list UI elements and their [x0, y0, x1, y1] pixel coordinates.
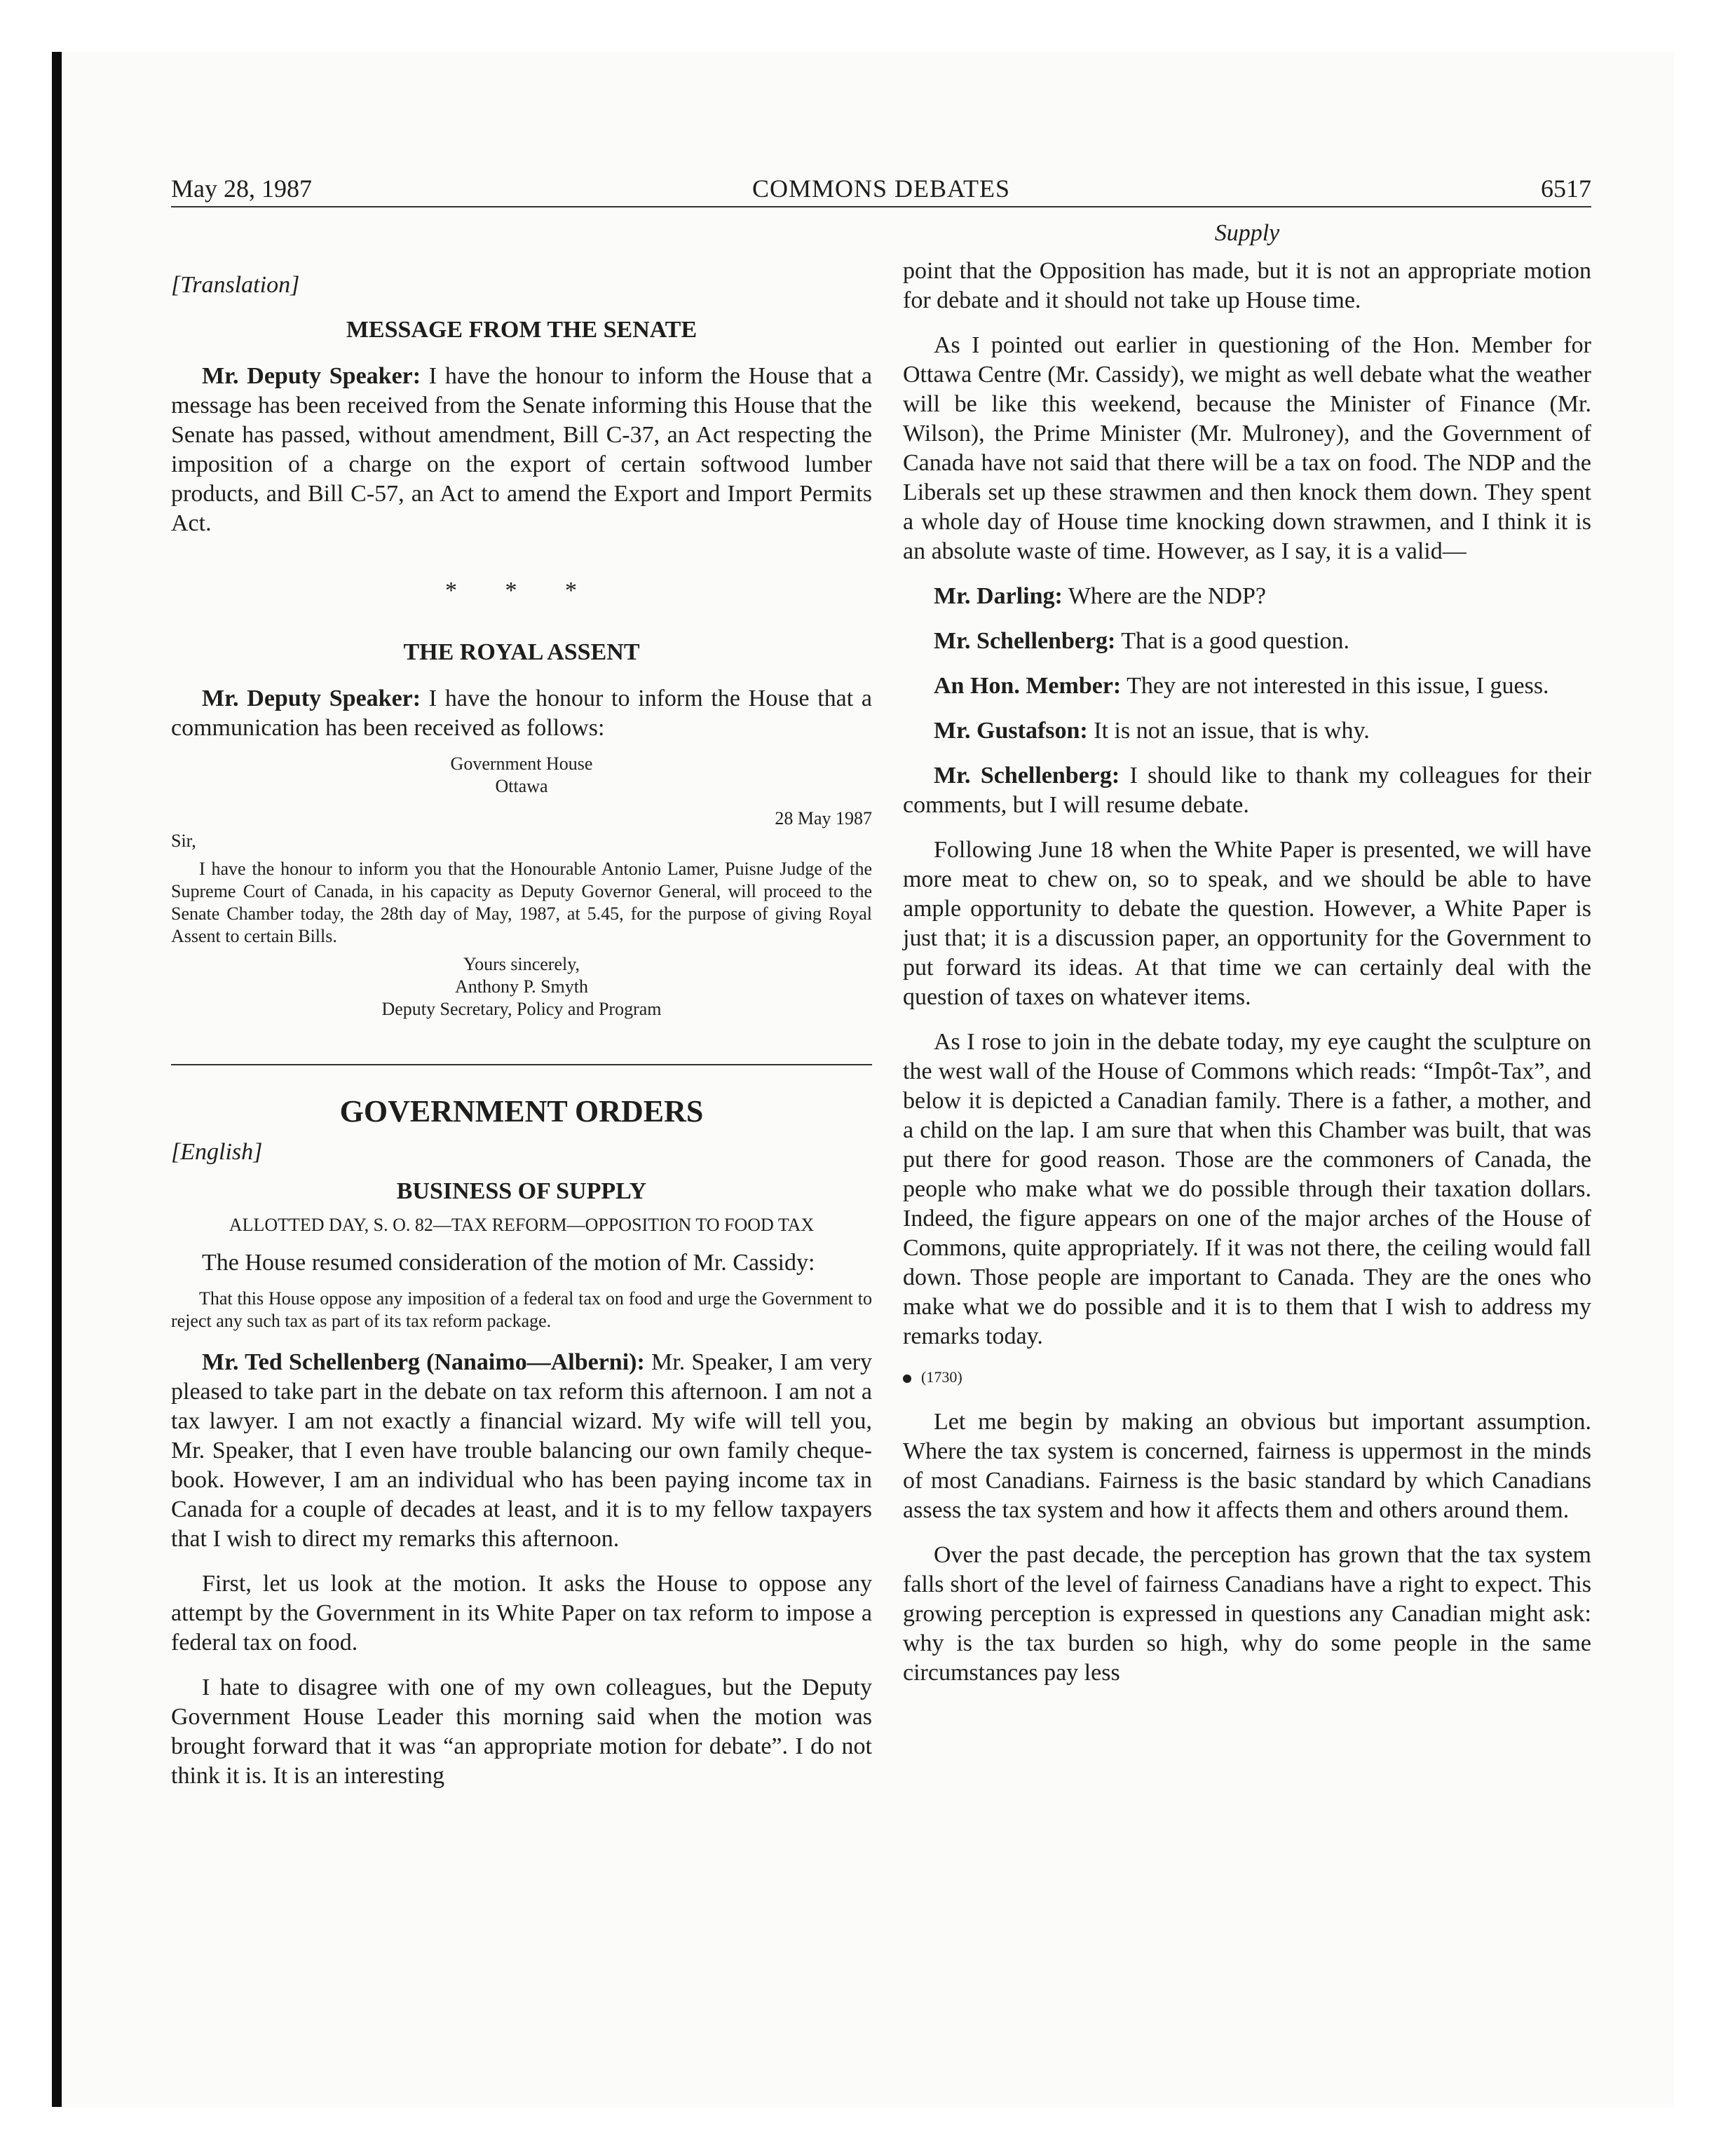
interjection: Mr. Darling: Where are the NDP? [934, 583, 1266, 609]
paragraph: point that the Opposition has made, but it is not an appropriate motion for debate and it should not take up House time. [903, 258, 1591, 313]
speaker-name: Mr. Gustafson: [934, 718, 1088, 744]
letter-salutation: Sir, [171, 831, 196, 851]
allotted-day-heading: ALLOTTED DAY, S. O. 82—TAX REFORM—OPPOSITION TO FOOD TAX [229, 1215, 815, 1235]
right-column [903, 220, 1591, 1688]
paragraph: First, let us look at the motion. It asks the House to oppose any attempt by the Government in its White Paper on tax reform to impose a federal tax on food. [171, 1571, 872, 1656]
speaker-name: Mr. Schellenberg: [934, 763, 1120, 789]
schellenberg-paragraph: Mr. Ted Schellenberg (Nanaimo—Alberni): Mr. Speaker, I am very pleased to take part in the debate on tax reform this afternoon. I am not a tax lawyer. I am not exactly a financial wizard. My wife will tell you, Mr. Speaker, that I even have trouble balancing our own family cheque-book. However, I am an individual who has been paying income tax in Canada for a couple of decades at least, and it is to my fellow taxpayers that I wish to direct my remarks this afternoon. [171, 1349, 872, 1552]
translation-tag: [Translation] [171, 272, 300, 298]
orders-heading: GOVERNMENT ORDERS [339, 1094, 704, 1128]
supply-heading: BUSINESS OF SUPPLY [396, 1178, 647, 1204]
letter-body: I have the honour to inform you that the Honourable Antonio Lamer, Puisne Judge of the Supreme Court of Canada, in his capacity as Deputy Governor General, will proceed to the Senate Chamber today, the 28th day of May, 1987, at 5.45, for the purpose of giving Royal Assent to certain Bills. [171, 859, 872, 946]
paragraph: As I rose to join in the debate today, my eye caught the sculpture on the west wall of the House of Commons which reads: “Impôt-Tax”, and below it is depicted a Canadian family. There is a father, a mother, and a child on the lap. I am sure that when this Chamber was built, that was put there for good reason. Those are the commoners of Canada, the people who make what we do possible through their taxation dollars. Indeed, the figure appears on one of the major arches of the House of Commons, quite appropriately. If it was not there, the ceiling would fall down. Those people are important to Canada. They are the ones who make what we do possible and it is to them that I wish to address my remarks today. [903, 1029, 1591, 1349]
paragraph: Let me begin by making an obvious but important assumption. Where the tax system is concerned, fairness is uppermost in the minds of most Canadians. Fairness is the basic standard by which Canadians assess the tax system and how it affects them and others around them. [903, 1409, 1591, 1523]
left-column [171, 224, 872, 1791]
speaker-name: An Hon. Member: [934, 673, 1122, 699]
letter-house: Government House [450, 753, 593, 774]
section-rule [171, 1064, 872, 1065]
speaker-name: Mr. Deputy Speaker: [202, 685, 421, 711]
running-title: Supply [1214, 220, 1280, 246]
letter-closing: Yours sincerely, [463, 954, 580, 974]
senate-paragraph: Mr. Deputy Speaker: I have the honour to inform the House that a message has been received from the Senate informing this House that the Senate has passed, without amendment, Bill C-37, an Act respecting the imposition of a charge on the export of certain softwood lumber products, and Bill C-57, an Act to amend the Export and Import Permits Act. [171, 363, 872, 536]
assent-paragraph: Mr. Deputy Speaker: I have the honour to inform the House that a communication has been received as follows: [171, 685, 872, 741]
timestamp: (1730) [903, 1368, 1591, 1386]
motion-text: That this House oppose any imposition of a federal tax on food and urge the Government to reject any such tax as part of its tax reform package. [171, 1288, 872, 1331]
bullet-icon [903, 1374, 911, 1383]
header-date: May 28, 1987 [171, 175, 312, 203]
senate-heading: MESSAGE FROM THE SENATE [346, 317, 698, 343]
interjection: An Hon. Member: They are not interested in this issue, I guess. [934, 673, 1549, 699]
paragraph: Over the past decade, the perception has grown that the tax system falls short of the level of fairness Canadians have a right to expect. This growing perception is expressed in questions any Canadian might ask: why is the tax burden so high, why do some people in the same circumstances pay less [903, 1542, 1591, 1686]
letter-signer: Anthony P. Smyth [455, 976, 588, 997]
paragraph: As I pointed out earlier in questioning of the Hon. Member for Ottawa Centre (Mr. Cassidy), we might as well debate what the weather will be like this weekend, because the Minister of Finance (Mr. Wilson), the Prime Minister (Mr. Mulroney), and the Government of Canada have not said that there will be a tax on food. The NDP and the Liberals set up these strawmen and then knock them down. They spent a whole day of House time knocking down strawmen, and I think it is an absolute waste of time. However, as I say, it is a valid— [903, 332, 1591, 564]
letter-city: Ottawa [495, 776, 548, 796]
section-separator: * * * [445, 578, 598, 603]
resumed-paragraph: The House resumed consideration of the motion of Mr. Cassidy: [202, 1250, 815, 1276]
page-header [171, 170, 1591, 207]
assent-heading: THE ROYAL ASSENT [403, 639, 640, 665]
assent-letter [171, 753, 872, 1021]
speaker-name: Mr. Ted Schellenberg (Nanaimo—Alberni): [202, 1349, 645, 1375]
english-tag: [English] [171, 1139, 263, 1165]
interjection: Mr. Schellenberg: I should like to thank my colleagues for their comments, but I will resume debate. [903, 763, 1591, 818]
paragraph: I hate to disagree with one of my own colleagues, but the Deputy Government House Leader this morning said when the motion was brought forward that it was “an appropriate motion for debate”. I do not think it is. It is an interesting [171, 1674, 872, 1789]
speaker-name: Mr. Darling: [934, 583, 1063, 609]
letter-date: 28 May 1987 [775, 808, 872, 828]
header-title: COMMONS DEBATES [751, 175, 1011, 203]
scan-edge [52, 52, 62, 2107]
interjection: Mr. Schellenberg: That is a good question. [934, 628, 1350, 654]
paragraph: Following June 18 when the White Paper is presented, we will have more meat to chew on, so to speak, and we should be able to have ample opportunity to debate the question. However, a White Paper is just that; it is a discussion paper, an opportunity for the Government to put forward its ideas. At that time we can certainly deal with the question of taxes on whatever items. [903, 837, 1591, 1010]
interjection: Mr. Gustafson: It is not an issue, that is why. [934, 718, 1370, 744]
speaker-name: Mr. Deputy Speaker: [202, 363, 421, 389]
letter-signer-title: Deputy Secretary, Policy and Program [381, 999, 662, 1019]
speaker-name: Mr. Schellenberg: [934, 628, 1116, 654]
header-page-number: 6517 [1541, 175, 1591, 203]
